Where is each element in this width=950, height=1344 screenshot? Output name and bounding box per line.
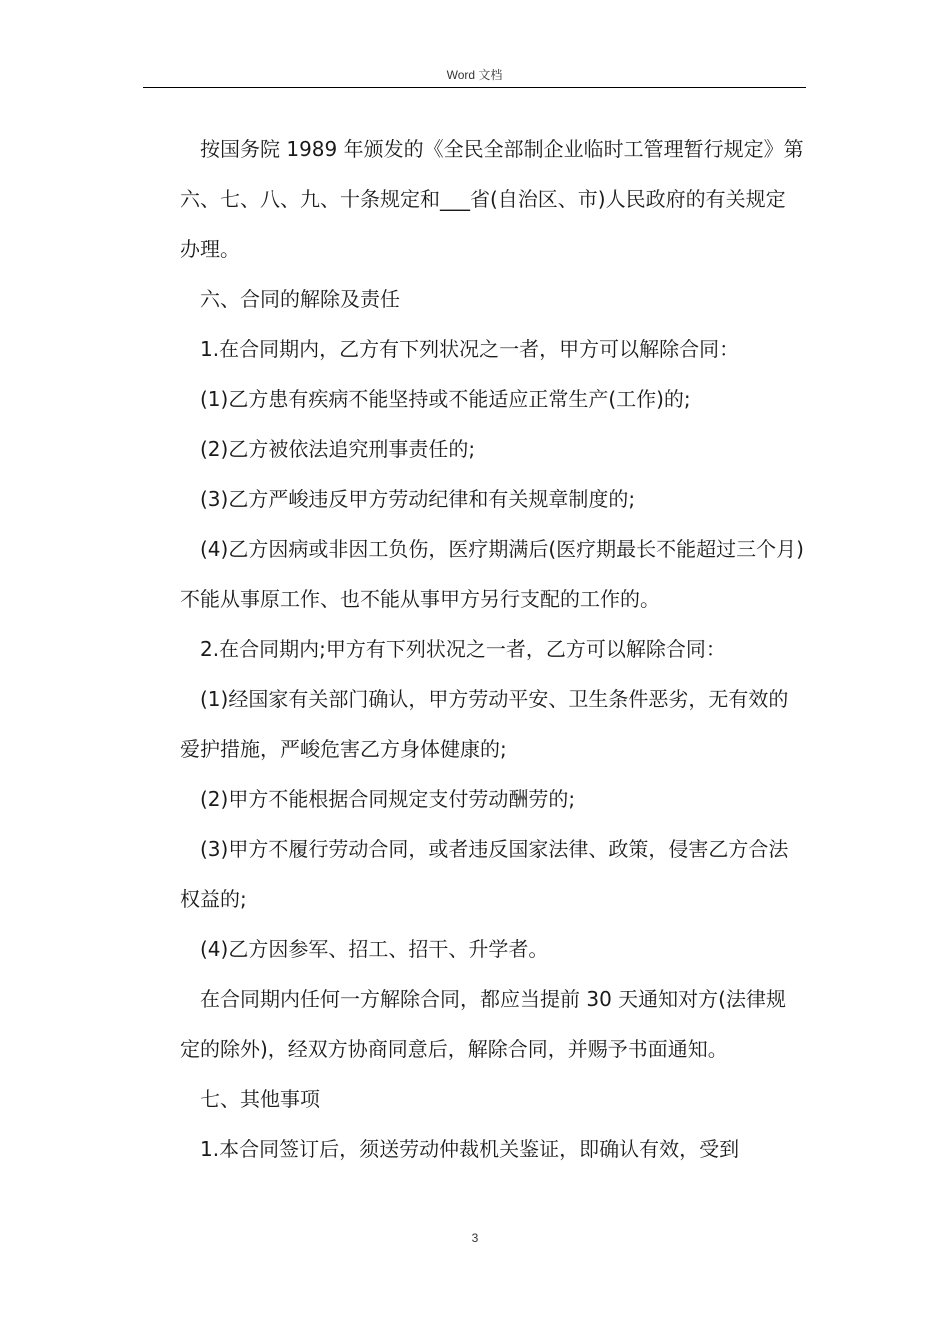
- clause-employer-may-terminate: 1.在合同期内，乙方有下列状况之一者，甲方可以解除合同：: [200, 337, 740, 361]
- clause-contract-verification: 1.本合同签订后，须送劳动仲裁机关鉴证，即确认有效，受到: [200, 1137, 740, 1161]
- list-item: (2)甲方不能根据合同规定支付劳动酬劳的;: [200, 787, 576, 811]
- section-heading-termination: 六、合同的解除及责任: [200, 287, 400, 311]
- paragraph-notice-period: 在合同期内任何一方解除合同，都应当提前 30 天通知对方(法律规定的除外)，经双方协商同意后，解除合同，并赐予书面通知。: [180, 987, 786, 1061]
- header-divider: [143, 87, 806, 88]
- list-item: (3)甲方不履行劳动合同，或者违反国家法律、政策，侵害乙方合法权益的;: [180, 837, 789, 911]
- list-item: (2)乙方被依法追究刑事责任的;: [200, 437, 476, 461]
- page-number: 3: [471, 1231, 479, 1245]
- list-item: (4)乙方因病或非因工负伤，医疗期满后(医疗期最长不能超过三个月)不能从事原工作、也不能从事甲方另行支配的工作的。: [180, 537, 804, 611]
- list-item: (4)乙方因参军、招工、招干、升学者。: [200, 937, 549, 961]
- section-heading-other-matters: 七、其他事项: [200, 1087, 320, 1111]
- document-body: [180, 124, 805, 1174]
- list-item: (3)乙方严峻违反甲方劳动纪律和有关规章制度的;: [200, 487, 636, 511]
- paragraph-regulation-reference: 按国务院 1989 年颁发的《全民全部制企业临时工管理暂行规定》第六、七、八、九、十条规定和___省(自治区、市)人民政府的有关规定办理。: [180, 137, 804, 261]
- clause-employee-may-terminate: 2.在合同期内;甲方有下列状况之一者，乙方可以解除合同：: [200, 637, 726, 661]
- page-header: Word 文档: [446, 68, 503, 82]
- list-item: (1)经国家有关部门确认，甲方劳动平安、卫生条件恶劣，无有效的爱护措施，严峻危害乙方身体健康的;: [180, 687, 789, 761]
- list-item: (1)乙方患有疾病不能坚持或不能适应正常生产(工作)的;: [200, 387, 691, 411]
